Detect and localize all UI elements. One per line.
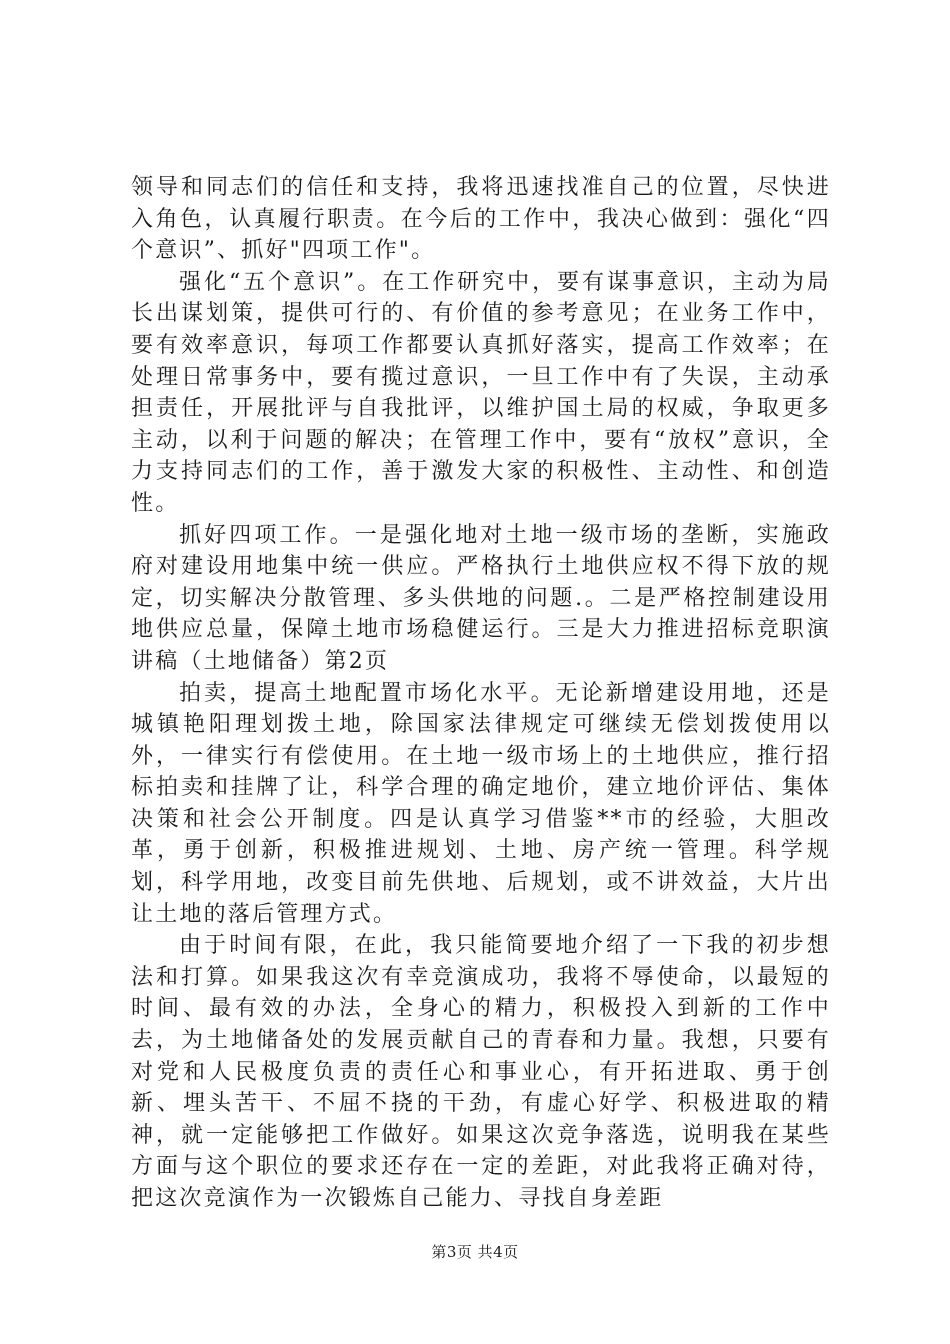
paragraph-2: 强化“五个意识”。在工作研究中，要有谋事意识，主动为局长出谋划策，提供可行的、有价值的参考意见；在业务工作中，要有效率意识，每项工作都要认真抓好落实，提高工作效率；在处理日常事务中，要有揽过意识，一旦工作中有了失误，主动承担责任，开展批评与自我批评，以维护国土局的权威，争取更多主动，以利于问题的解决；在管理工作中，要有“放权”意识，全力支持同志们的工作，善于激发大家的积极性、主动性、和创造性。 xyxy=(131,269,831,516)
page-number-footer: 第3页 共4页 xyxy=(431,1243,519,1261)
paragraph-3: 抓好四项工作。一是强化地对土地一级市场的垄断，实施政府对建设用地集中统一供应。严格执行土地供应权不得下放的规定，切实解决分散管理、多头供地的问题.。二是严格控制建设用地供应总量，保障土地市场稳健运行。三是大力推进招标竞职演讲稿（土地储备）第2页 xyxy=(131,522,831,674)
paragraph-4: 拍卖，提高土地配置市场化水平。无论新增建设用地，还是城镇艳阳理划拨土地，除国家法律规定可继续无偿划拨使用以外，一律实行有偿使用。在土地一级市场上的土地供应，推行招标拍卖和挂牌了让，科学合理的确定地价，建立地价评估、集体决策和社会公开制度。四是认真学习借鉴**市的经验，大胆改革，勇于创新，积极推进规划、土地、房产统一管理。科学规划，科学用地，改变目前先供地、后规划，或不讲效益，大片出让土地的落后管理方式。 xyxy=(131,680,831,927)
paragraph-5: 由于时间有限，在此，我只能简要地介绍了一下我的初步想法和打算。如果我这次有幸竞演成功，我将不辱使命，以最短的时间、最有效的办法，全身心的精力，积极投入到新的工作中去，为土地储备处的发展贡献自己的青春和力量。我想，只要有对党和人民极度负责的责任心和事业心，有开拓进取、勇于创新、埋头苦干、不屈不挠的干劲，有虚心好学、积极进取的精神，就一定能够把工作做好。如果这次竞争落选，说明我在某些方面与这个职位的要求还存在一定的差距，对此我将正确对待，把这次竞演作为一次锻炼自己能力、寻找自身差距 xyxy=(131,933,831,1211)
document-body xyxy=(131,172,831,1215)
paragraph-1: 领导和同志们的信任和支持，我将迅速找准自己的位置，尽快进入角色，认真履行职责。在今后的工作中，我决心做到：强化“四个意识”、抓好"四项工作"。 xyxy=(131,175,831,264)
